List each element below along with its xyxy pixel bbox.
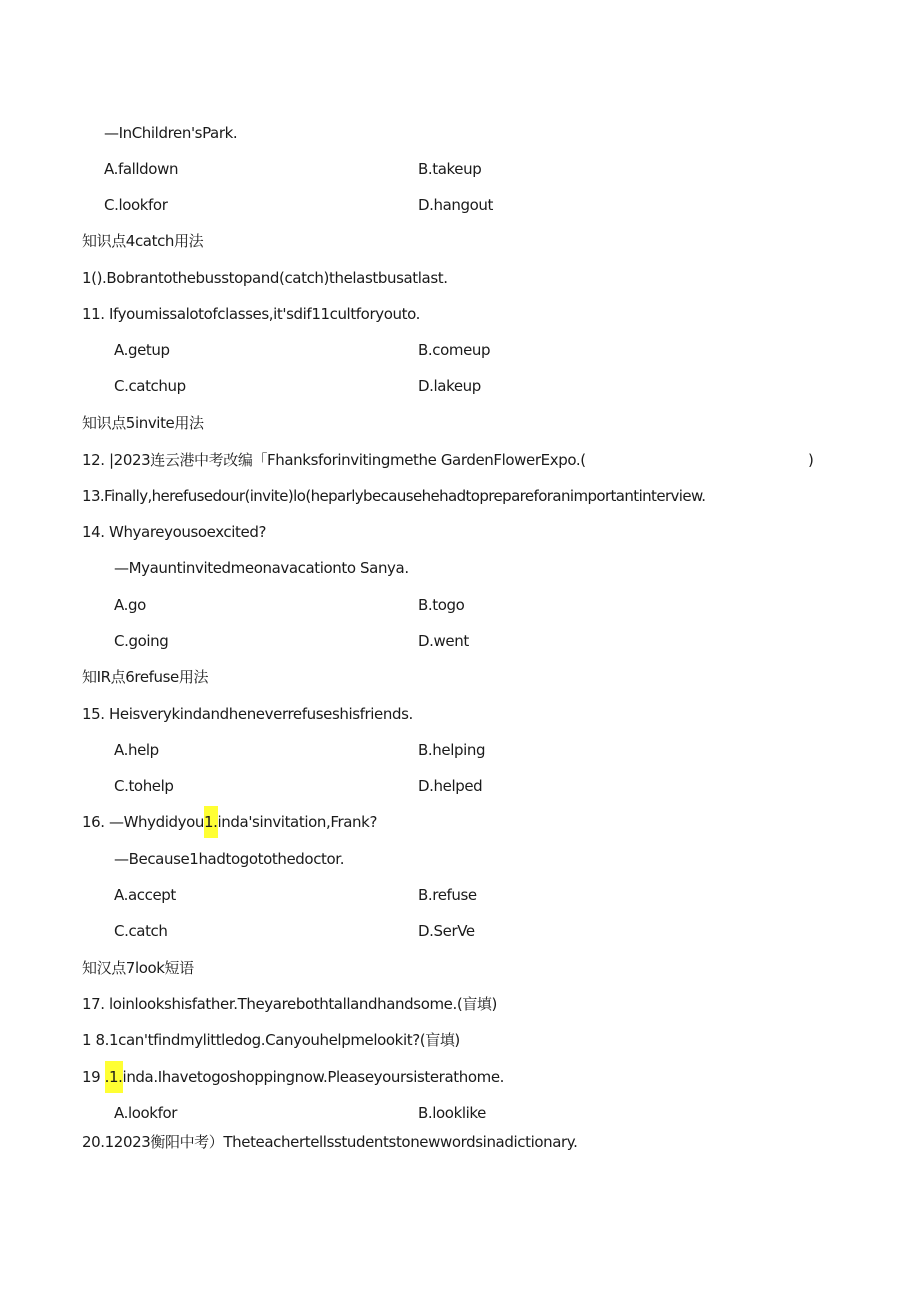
option-b: B.togo	[418, 596, 465, 614]
option-d: D.SerVe	[418, 922, 475, 940]
question-line: 17. loinlookshisfather.Theyarebothtallandhandsome.(盲填)	[82, 995, 497, 1013]
question-text: inda.Ihavetogoshoppingnow.Pleaseyoursisterathome.	[122, 1068, 505, 1086]
closing-paren: )	[808, 451, 814, 469]
option-c: C.lookfor	[104, 196, 168, 214]
question-line: 11. Ifyoumissalotofclasses,it'sdif11cultforyouto.	[82, 305, 420, 323]
option-a: A.help	[114, 741, 159, 759]
option-b: B.refuse	[418, 886, 477, 904]
question-line: 1 8.1can'tfindmylittledog.Canyouhelpmelookit?(盲填)	[82, 1031, 460, 1049]
option-d: D.lakeup	[418, 377, 481, 395]
option-c: C.catch	[114, 922, 168, 940]
question-line: 20.12023衡阳中考）Theteachertellsstudentstonewwordsinadictionary.	[82, 1133, 578, 1151]
question-text: 19	[82, 1068, 105, 1086]
question-line	[82, 1067, 504, 1087]
option-a: A.accept	[114, 886, 176, 904]
answer-line: —Myauntinvitedmeonavacationto Sanya.	[114, 559, 409, 577]
option-b: B.looklike	[418, 1104, 486, 1122]
section-heading: 知识点5invite用法	[82, 414, 204, 432]
option-c: C.going	[114, 632, 169, 650]
answer-line: —InChildren'sPark.	[104, 124, 238, 142]
question-line: 13.Finally,herefusedour(invite)lo(heparlybecausehehadtoprepareforanimportantinterview.	[82, 487, 706, 505]
option-a: A.falldown	[104, 160, 179, 178]
highlighted-text: .1.	[105, 1061, 123, 1093]
option-d: D.went	[418, 632, 469, 650]
section-heading: 知识点4catch用法	[82, 232, 204, 250]
section-heading: 知汉点7look短语	[82, 959, 194, 977]
section-heading: 知IR点6refuse用法	[82, 668, 209, 686]
option-c: C.catchup	[114, 377, 186, 395]
option-d: D.hangout	[418, 196, 494, 214]
option-a: A.go	[114, 596, 146, 614]
option-a: A.getup	[114, 341, 170, 359]
option-d: D.helped	[418, 777, 483, 795]
highlighted-text: 1.	[204, 806, 218, 838]
question-line: 1().Bobrantothebusstopand(catch)thelastbusatlast.	[82, 269, 448, 287]
question-text: 16. —Whydidyou	[82, 813, 205, 831]
option-c: C.tohelp	[114, 777, 174, 795]
answer-line: —Because1hadtogotothedoctor.	[114, 850, 345, 868]
question-line	[82, 812, 377, 832]
option-b: B.comeup	[418, 341, 491, 359]
question-line: 15. Heisverykindandheneverrefuseshisfriends.	[82, 705, 413, 723]
question-line: 12. |2023连云港中考改编「Fhanksforinvitingmethe GardenFlowerExpo.(	[82, 451, 586, 469]
question-text: inda'sinvitation,Frank?	[217, 813, 378, 831]
question-line: 14. Whyareyousoexcited?	[82, 523, 267, 541]
option-a: A.lookfor	[114, 1104, 177, 1122]
option-b: B.takeup	[418, 160, 482, 178]
option-b: B.helping	[418, 741, 486, 759]
